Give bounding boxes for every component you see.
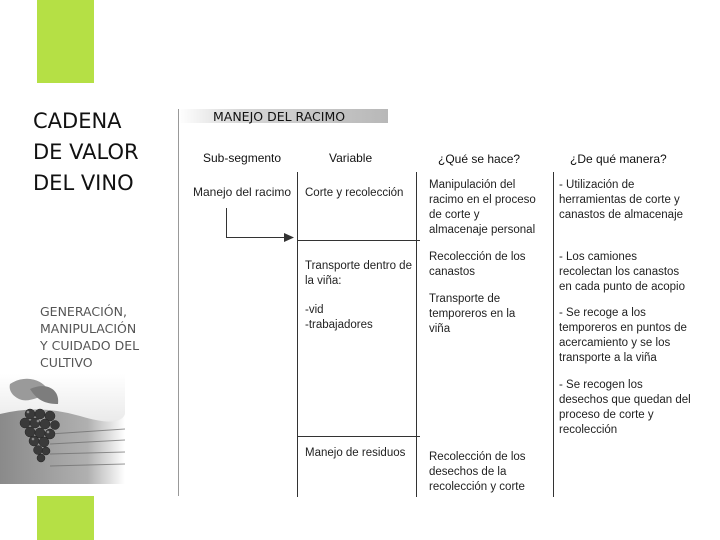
variable-cell: Transporte dentro de la viña: bbox=[305, 260, 412, 287]
variable-cell: Corte y recolección bbox=[305, 187, 404, 199]
how-cell: - Se recoge a los temporeros en puntos de acercamiento y se los transporte a la viña bbox=[559, 307, 687, 364]
row-divider bbox=[297, 436, 420, 437]
accent-block-top bbox=[37, 0, 94, 83]
title-line: CADENA bbox=[33, 109, 122, 133]
title-line: DE VALOR bbox=[33, 140, 139, 164]
column-header-subsegment: Sub-segmento bbox=[203, 151, 282, 165]
column-header-how: ¿De qué manera? bbox=[570, 152, 667, 166]
subtitle-line: MANIPULACIÓN bbox=[40, 321, 137, 336]
how-cell: - Los camiones recolectan los canastos en cada punto de acopio bbox=[559, 251, 685, 293]
connector-line bbox=[226, 208, 227, 238]
what-cell: Transporte de temporeros en la viña bbox=[429, 293, 516, 335]
slide-title bbox=[33, 106, 139, 199]
column-divider-what bbox=[416, 172, 417, 497]
what-cell: Recolección de los desechos de la recolección y corte bbox=[429, 451, 526, 493]
connector-line bbox=[226, 237, 286, 238]
title-line: DEL VINO bbox=[33, 171, 134, 195]
variable-cell: Manejo de residuos bbox=[305, 447, 406, 459]
table-left-border bbox=[178, 109, 179, 496]
variable-cell: -vid -trabajadores bbox=[305, 304, 373, 331]
column-header-what: ¿Qué se hace? bbox=[438, 152, 521, 166]
how-cell: - Utilización de herramientas de corte y canastos de almacenaje bbox=[559, 179, 684, 221]
column-divider-how bbox=[553, 172, 554, 497]
subtitle-line: Y CUIDADO DEL bbox=[40, 338, 140, 353]
subtitle-line: CULTIVO bbox=[40, 355, 93, 370]
arrow-right-icon bbox=[284, 233, 294, 242]
subtitle-line: GENERACIÓN, bbox=[40, 304, 127, 319]
subsegment-cell: Manejo del racimo bbox=[193, 185, 292, 199]
grapes-image bbox=[0, 374, 125, 484]
what-cell: Manipulación del racimo en el proceso de corte y almacenaje personal bbox=[429, 179, 536, 236]
table-header-title: MANEJO DEL RACIMO bbox=[213, 109, 346, 124]
accent-block-bottom bbox=[37, 496, 94, 540]
what-cell: Recolección de los canastos bbox=[429, 251, 526, 278]
row-divider bbox=[297, 240, 420, 241]
column-header-variable: Variable bbox=[329, 151, 373, 165]
column-divider-variable bbox=[297, 172, 298, 497]
how-cell: - Se recogen los desechos que quedan del proceso de corte y recolección bbox=[559, 379, 691, 436]
slide-subtitle bbox=[40, 303, 139, 371]
